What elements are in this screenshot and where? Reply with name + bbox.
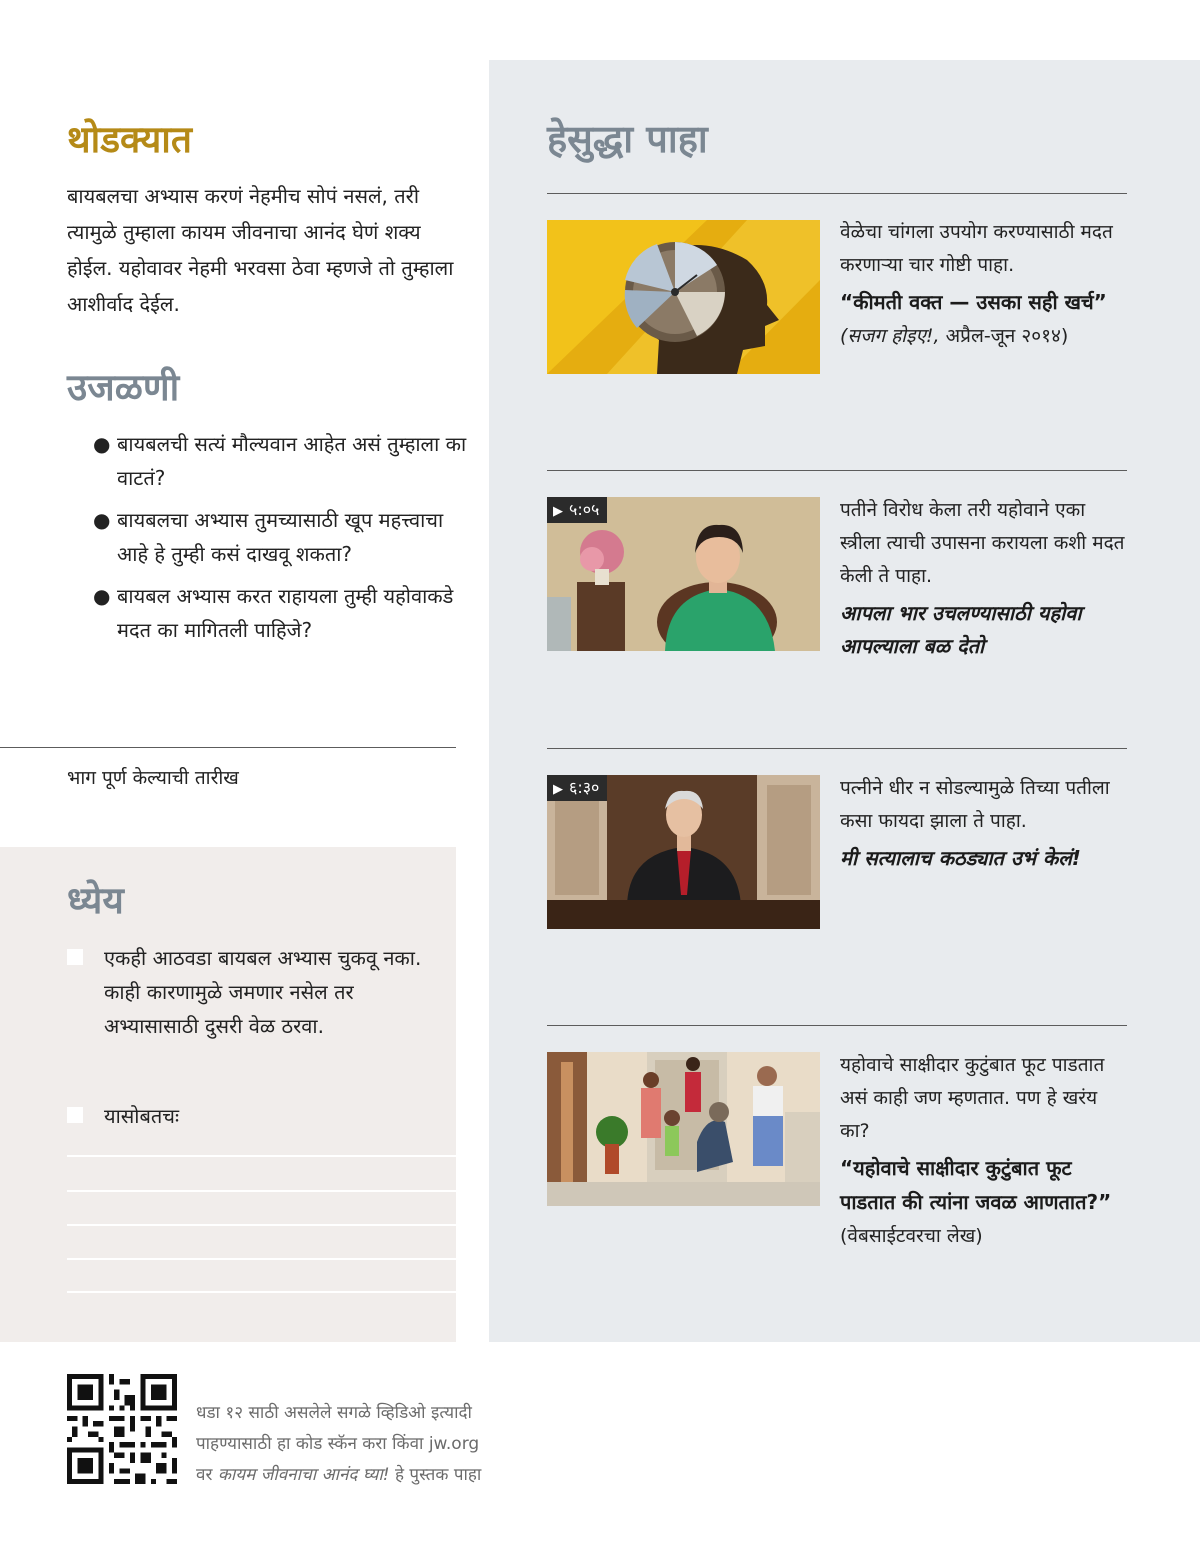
article-thumbnail[interactable]	[547, 220, 820, 374]
duration-badge	[547, 775, 607, 801]
item-title-link[interactable]: “यहोवाचे साक्षीदार कुटुंबात फूट पाडतात की त्यांना जवळ आणतात?”	[840, 1156, 1112, 1214]
footer-line-3	[196, 1460, 596, 1491]
video-thumbnail[interactable]	[547, 497, 820, 651]
footer-line-3-prefix: वर	[196, 1465, 218, 1485]
bullet-icon: ●	[93, 584, 111, 608]
goal-heading: ध्येय	[67, 879, 124, 922]
item-description: वेळेचा चांगला उपयोग करण्यासाठी मदत करणाऱ्या चार गोष्टी पाहा.	[840, 221, 1113, 276]
item-source: (सजग होइए!,	[840, 325, 940, 347]
goal-text: एकही आठवडा बायबल अभ्यास चुकवू नका. काही कारणामुळे जमणार नसेल तर अभ्यासासाठी दुसरी वेळ ठरवा.	[104, 946, 422, 1038]
video-thumbnail[interactable]	[547, 775, 820, 929]
review-question	[93, 579, 473, 647]
item-description: पतीने विरोध केला तरी यहोवाने एका स्त्रीला त्याची उपासना करायला कशी मदत केली ते पाहा.	[840, 499, 1125, 587]
review-question	[93, 503, 473, 571]
play-icon: ▶	[553, 782, 563, 797]
family-greeting-photo	[547, 1052, 820, 1206]
see-also-item-4	[840, 1049, 1130, 1253]
item-title-link[interactable]: मी सत्यालाच कठड्यात उभं केलं!	[840, 846, 1081, 870]
item-description: यहोवाचे साक्षीदार कुटुंबात फूट पाडतात असं काही जण म्हणतात. पण हे खरंय का?	[840, 1054, 1105, 1142]
review-question	[93, 427, 473, 495]
see-also-item-1	[840, 216, 1130, 353]
checkbox-icon[interactable]	[67, 949, 83, 965]
divider	[547, 470, 1127, 471]
review-question-text: बायबलचा अभ्यास तुमच्यासाठी खूप महत्त्वाचा आहे हे तुम्ही कसं दाखवू शकता?	[117, 508, 444, 566]
review-question-text: बायबल अभ्यास करत राहायला तुम्ही यहोवाकडे मदत का मागितली पाहिजे?	[117, 584, 454, 642]
item-date: अप्रैल-जून २०१४)	[945, 325, 1069, 347]
review-heading: उजळणी	[67, 366, 180, 409]
item-title-link[interactable]: “कीमती वक्त — उसका सही खर्च”	[840, 290, 1107, 314]
item-description: पत्नीने धीर न सोडल्यामुळे तिच्या पतीला कसा फायदा झाला ते पाहा.	[840, 777, 1110, 832]
video-duration: ६:३०	[569, 778, 600, 797]
bullet-icon: ●	[93, 432, 111, 456]
completion-date-label: भाग पूर्ण केल्याची तारीख	[67, 767, 239, 789]
write-in-line[interactable]	[67, 1224, 456, 1226]
see-also-item-3	[840, 772, 1130, 875]
head-clock-illustration	[547, 220, 820, 374]
footer-line-3-suffix: हे पुस्तक पाहा	[389, 1465, 482, 1485]
item-title-link[interactable]: आपला भार उचलण्यासाठी यहोवा आपल्याला बळ देतो	[840, 601, 1082, 658]
video-duration: ५:०५	[569, 500, 600, 519]
book-title-link[interactable]: कायम जीवनाचा आनंद घ्या!	[217, 1465, 390, 1485]
footer-note	[196, 1398, 596, 1491]
item-source: (वेबसाईटवरचा लेख)	[840, 1225, 983, 1247]
play-icon: ▶	[553, 504, 563, 519]
review-question-text: बायबलची सत्यं मौल्यवान आहेत असं तुम्हाला का वाटतं?	[117, 432, 467, 490]
goal-item	[67, 1099, 427, 1133]
divider	[547, 748, 1127, 749]
completion-date-line[interactable]	[0, 747, 456, 748]
duration-badge	[547, 497, 607, 523]
goal-item	[67, 941, 427, 1043]
footer-line-2: पाहण्यासाठी हा कोड स्कॅन करा किंवा jw.org	[196, 1434, 480, 1454]
divider	[547, 1025, 1127, 1026]
article-thumbnail[interactable]	[547, 1052, 820, 1206]
write-in-line[interactable]	[67, 1258, 456, 1260]
write-in-line[interactable]	[67, 1155, 456, 1157]
goal-text: यासोबतचः	[104, 1104, 180, 1128]
bullet-icon: ●	[93, 508, 111, 532]
write-in-line[interactable]	[67, 1190, 456, 1192]
summary-body: बायबलचा अभ्यास करणं नेहमीच सोपं नसलं, तरी त्यामुळे तुम्हाला कायम जीवनाचा आनंद घेणं शक्य होईल. यहोवावर नेहमी भरवसा ठेवा म्हणजे तो तुम्हाला आशीर्वाद देईल.	[67, 184, 454, 316]
checkbox-icon[interactable]	[67, 1107, 83, 1123]
see-also-item-2	[840, 494, 1130, 663]
summary-heading: थोडक्यात	[67, 118, 192, 161]
write-in-line[interactable]	[67, 1291, 456, 1293]
qr-code-icon[interactable]	[67, 1374, 177, 1484]
footer-line-1: धडा १२ साठी असलेले सगळे व्हिडिओ इत्यादी	[196, 1403, 472, 1423]
review-list	[93, 427, 473, 655]
divider	[547, 193, 1127, 194]
see-also-heading: हेसुद्धा पाहा	[547, 117, 708, 161]
